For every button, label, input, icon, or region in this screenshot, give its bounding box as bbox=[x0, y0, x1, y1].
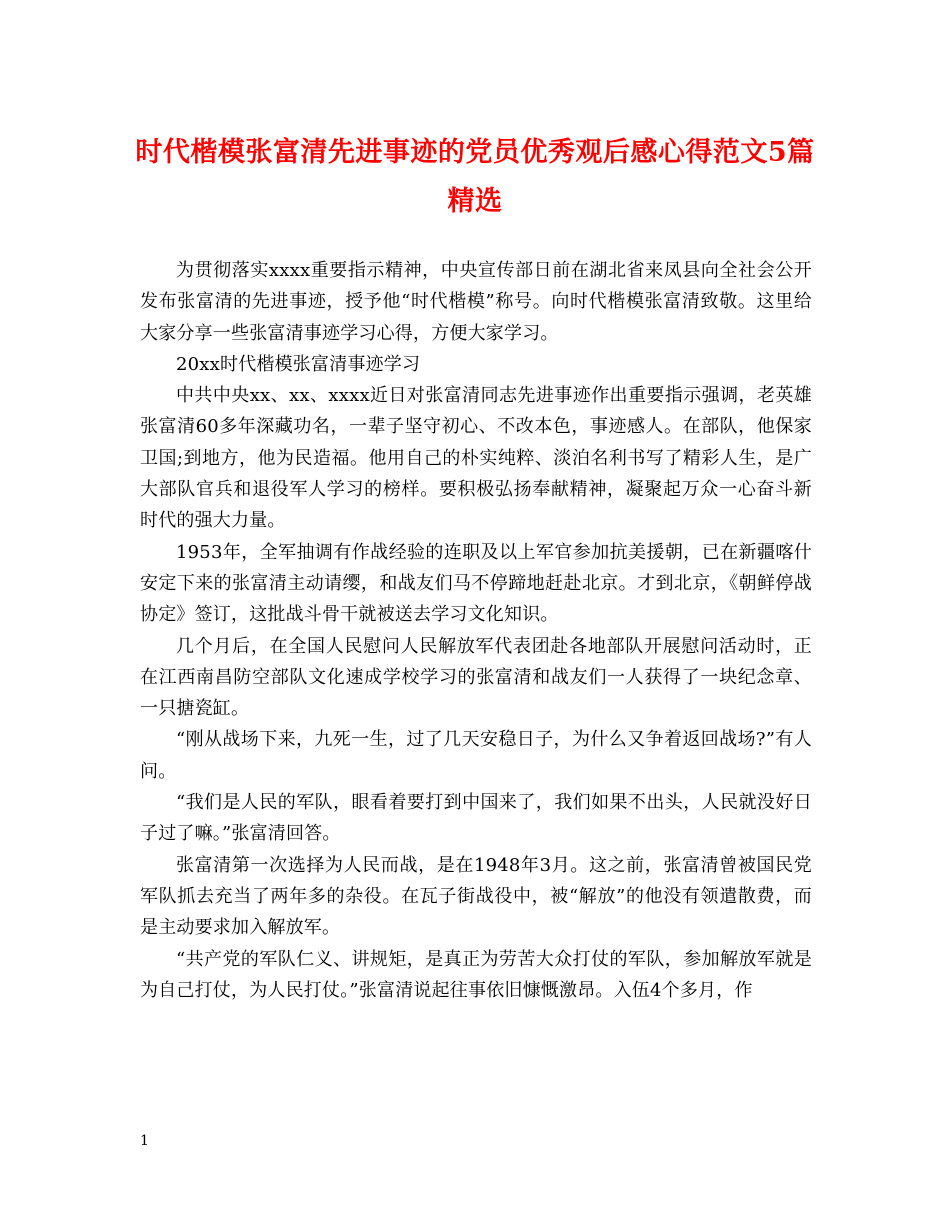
paragraph-question: “刚从战场下来，九死一生，过了几天安稳日子，为什么又争着返回战场?”有人问。 bbox=[140, 729, 812, 782]
paragraph-intro: 为贯彻落实xxxx重要指示精神，中央宣传部日前在湖北省来凤县向全社会公开发布张富清的先进事迹，授予他“时代楷模”称号。向时代楷模张富清致敬。这里给大家分享一些张富清事迹学习心得，方便大家学习。 bbox=[140, 260, 812, 344]
paragraph-quote: “共产党的军队仁义、讲规矩，是真正为劳苦大众打仗的军队，参加解放军就是为自己打仗，为人民打仗。”张富清说起往事依旧慷慨激昂。入伍4个多月，作 bbox=[140, 948, 812, 1001]
page-number: 1 bbox=[140, 1133, 149, 1149]
paragraph-answer: “我们是人民的军队，眼看着要打到中国来了，我们如果不出头，人民就没好日子过了嘛。”张富清回答。 bbox=[140, 792, 812, 845]
paragraph-1953: 1953年，全军抽调有作战经验的连职及以上军官参加抗美援朝，已在新疆喀什安定下来的张富清主动请缨，和战友们马不停蹄地赶赴北京。才到北京，《朝鲜停战协定》签订，这批战斗骨干就被送去学习文化知识。 bbox=[140, 541, 812, 626]
paragraph-instructions: 中共中央xx、xx、xxxx近日对张富清同志先进事迹作出重要指示强调，老英雄张富清60多年深藏功名，一辈子坚守初心、不改本色，事迹感人。在部队，他保家卫国;到地方，他为民造福。他用自己的朴实纯粹、淡泊名利书写了精彩人生，是广大部队官兵和退役军人学习的榜样。要积极弘扬奉献精神，凝聚起万众一心奋斗新时代的强大力量。 bbox=[140, 385, 812, 532]
document-body bbox=[140, 255, 812, 1006]
paragraph-months-later: 几个月后，在全国人民慰问人民解放军代表团赴各地部队开展慰问活动时，正在江西南昌防空部队文化速成学校学习的张富清和战友们一人获得了一块纪念章、一只搪瓷缸。 bbox=[140, 635, 812, 720]
paragraph-section-heading: 20xx时代楷模张富清事迹学习 bbox=[176, 353, 421, 375]
paragraph-1948: 张富清第一次选择为人民而战，是在1948年3月。这之前，张富清曾被国民党军队抓去充当了两年多的杂役。在瓦子街战役中，被“解放”的他没有领遣散费，而是主动要求加入解放军。 bbox=[140, 854, 812, 939]
document-title: 时代楷模张富清先进事迹的党员优秀观后感心得范文5篇精选 bbox=[135, 137, 815, 217]
